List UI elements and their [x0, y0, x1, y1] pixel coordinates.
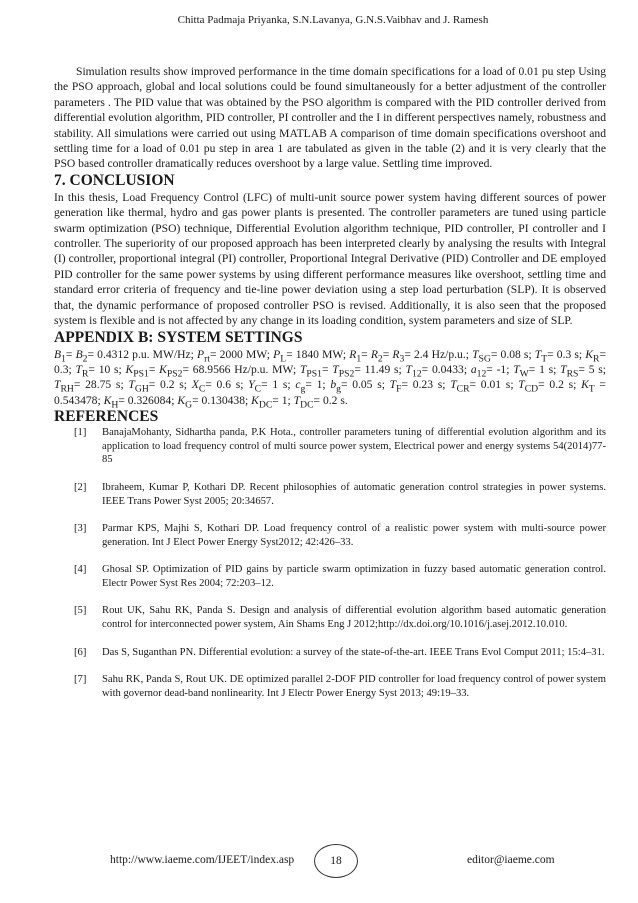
param-subscript: F	[396, 383, 402, 395]
param-value: = 0.4312 p.u. MW/Hz;	[87, 347, 197, 361]
param-subscript: g	[300, 383, 306, 395]
param-symbol: T	[518, 378, 525, 392]
param-symbol: B	[75, 347, 83, 361]
param-value: = 28.75 s;	[73, 378, 129, 392]
param-subscript: W	[519, 368, 529, 380]
param-value: = 1;	[305, 378, 331, 392]
param-symbol: P	[197, 347, 205, 361]
param-symbol: R	[370, 347, 378, 361]
footer-url-link[interactable]: http://www.iaeme.com/IJEET/index.asp	[110, 854, 295, 866]
param-subscript: C	[198, 383, 206, 395]
reference-item	[54, 426, 606, 467]
param-subscript: CR	[456, 383, 470, 395]
param-subscript: rt	[204, 352, 210, 364]
param-subscript: H	[111, 399, 119, 411]
param-symbol: T	[75, 362, 82, 376]
reference-number: [6]	[74, 646, 87, 658]
page-footer	[0, 838, 638, 878]
param-symbol: P	[273, 347, 281, 361]
reference-text: Das S, Suganthan PN. Differential evolution: a survey of the state-of-the-art. IEEE Trans Evol Comput 2011; 15:4–31.	[102, 646, 605, 658]
main-content	[54, 64, 606, 714]
param-symbol: K	[125, 362, 134, 376]
param-symbol: R	[349, 347, 357, 361]
param-subscript: 1	[61, 352, 66, 364]
reference-number: [3]	[74, 523, 87, 535]
param-value: =	[148, 362, 160, 376]
param-subscript: L	[280, 352, 287, 364]
param-symbol: X	[191, 378, 199, 392]
param-value: = 1840 MW;	[286, 347, 350, 361]
param-value: = 0.2 s.	[313, 393, 348, 407]
param-symbol: K	[177, 393, 186, 407]
references-heading: REFERENCES	[54, 408, 159, 426]
param-value: = 0.543478;	[54, 378, 606, 407]
param-subscript: RS	[566, 368, 579, 380]
param-value: = 0.2 s;	[538, 378, 582, 392]
param-subscript: PS2	[338, 368, 355, 380]
param-subscript: 12	[476, 368, 487, 380]
param-symbol: B	[54, 347, 62, 361]
reference-text: Ghosal SP. Optimization of PID gains by particle swarm optimization in fuzzy based automatic generation control. Electr Power Syst Res 2004; 72:203–12.	[102, 564, 606, 589]
param-subscript: PS1	[133, 368, 149, 380]
param-subscript: 3	[399, 352, 405, 364]
param-subscript: SG	[478, 352, 491, 364]
running-header-authors: Chitta Padmaja Priyanka, S.N.Lavanya, G.N.S.Vaibhav and J. Ramesh	[177, 14, 489, 26]
param-symbol: R	[392, 347, 400, 361]
param-symbol: T	[128, 378, 135, 392]
param-value: = 2.4 Hz/p.u.;	[404, 347, 473, 361]
reference-number: [7]	[74, 674, 87, 686]
param-value: = 2000 MW;	[210, 347, 274, 361]
param-value: = 0.6 s;	[205, 378, 249, 392]
param-value: = -1;	[486, 362, 514, 376]
param-symbol: T	[389, 378, 397, 392]
param-value: = 0.130438;	[192, 393, 252, 407]
param-value: = 0.01 s;	[469, 378, 519, 392]
conclusion-heading: 7. CONCLUSION	[54, 171, 175, 189]
appendix-heading: APPENDIX B: SYSTEM SETTINGS	[54, 328, 303, 346]
param-subscript: PS2	[166, 368, 183, 380]
param-value: = 0.3 s;	[547, 347, 586, 361]
param-value: = 5 s;	[578, 362, 607, 376]
param-symbol: T	[472, 347, 479, 361]
reference-item	[54, 522, 606, 549]
param-symbol: T	[450, 378, 457, 392]
param-symbol: Y	[248, 378, 255, 392]
param-symbol: T	[534, 347, 542, 361]
param-symbol: K	[585, 347, 594, 361]
param-subscript: DC	[258, 399, 273, 411]
reference-text: BanajaMohanty, Sidhartha panda, P.K Hota., controller parameters tuning of differential evolution algorithm and its application to load frequency control of multi source power system, Electrical power and energy systems 54(2014)77-85	[102, 427, 606, 466]
param-value: = 68.9566 Hz/p.u. MW;	[182, 362, 300, 376]
param-symbol: T	[54, 378, 61, 392]
param-value: = 0.23 s;	[401, 378, 451, 392]
appendix-parameters	[54, 347, 606, 409]
param-subscript: GH	[134, 383, 149, 395]
param-subscript: C	[254, 383, 262, 395]
results-paragraph: Simulation results show improved performance in the time domain specifications for a load of 0.01 pu step Using the PSO approach, global and local solutions could be found simultaneously for a better adjustment of the controller parameters . The PID value that was obtained by the PSO algorithm is compared with the PID controller derived from differential evolution algorithm, PID controller, PI controller and the I in different perspectives namely, robustness and stability. All simulations were carried out using MATLAB A comparison of time domain specifications overshoot and settling time for a load of 0.01 pu step in area 1 are tabulated as given in the table (2) and it is very clearly that the PSO based controller dramatically reduces overshoot by a large value. Settling time improved.	[54, 65, 606, 171]
page-number: 18	[314, 844, 358, 878]
reference-number: [2]	[74, 481, 87, 493]
param-symbol: T	[332, 362, 339, 376]
conclusion-paragraph: In this thesis, Load Frequency Control (LFC) of multi-unit source power system having different sources of power generation like thermal, hydro and gas power plants is presented. The controller parameters are tuned using particle swarm optimization (PSO) technique, Differential Evolution algorithm technique, PID controller, PI controller and I controller. The superiority of our proposed approach has been interpreted clearly by analysing the results with Integral (I) controller, proportional integral (PI) controller, Proportional Integral Derivative (PID) Controller and DE employed PID controller for the same power systems by using different performance measures like overshoot, settling time and standard error criteria of frequency and tie-line power deviation using a step load perturbation (SLP). It is observed that, the dynamic performance of proposed controller PSO is revised. Additionally, it is also seen that the proposed system is flexible and is not affected by any change in its loading condition, system parameters and size of SLP.	[54, 190, 606, 328]
reference-text: Parmar KPS, Majhi S, Kothari DP. Load frequency control of a realistic power system with multi-source power generation. Int J Elect Power Energy Syst2012; 42:426–33.	[102, 523, 606, 548]
reference-item	[54, 604, 606, 631]
param-subscript: PS1	[306, 368, 322, 380]
param-symbol: K	[159, 362, 167, 376]
reference-number: [4]	[74, 564, 87, 576]
param-subscript: DC	[300, 399, 314, 411]
param-subscript: 2	[377, 352, 383, 364]
param-symbol: K	[103, 393, 112, 407]
param-value: = 0.05 s;	[340, 378, 390, 392]
param-symbol: T	[560, 362, 567, 376]
param-subscript: R	[593, 352, 600, 364]
param-symbol: b	[330, 378, 337, 392]
param-value: = 1 s;	[528, 362, 561, 376]
reference-item	[54, 673, 606, 700]
reference-number: [1]	[74, 427, 87, 439]
param-subscript: T	[588, 383, 595, 395]
param-value: =	[321, 362, 333, 376]
reference-item	[54, 563, 606, 590]
param-value: = 11.49 s;	[354, 362, 406, 376]
param-value: = 1;	[272, 393, 294, 407]
param-value: = 1 s;	[261, 378, 296, 392]
param-symbol: T	[405, 362, 412, 376]
footer-email-link[interactable]: editor@iaeme.com	[467, 854, 555, 866]
param-symbol: T	[513, 362, 520, 376]
param-value: = 10 s;	[88, 362, 126, 376]
param-subscript: 2	[82, 352, 88, 364]
param-symbol: T	[299, 362, 307, 376]
reference-text: Ibraheem, Kumar P, Kothari DP. Recent philosophies of automatic generation control strategies in power systems. IEEE Trans Power Syst 2005; 20:34657.	[102, 481, 606, 507]
param-value: =	[361, 347, 371, 361]
param-subscript: G	[185, 399, 193, 411]
param-value: = 0.2 s;	[148, 378, 192, 392]
param-value: =	[382, 347, 393, 361]
references-list	[54, 426, 606, 700]
param-subscript: 12	[411, 368, 422, 380]
reference-text: Rout UK, Sahu RK, Panda S. Design and analysis of differential evolution algorithm based automatic generation control for interconnected power system, Ain Shams Eng J 2012;http://dx.doi.org/10.1016/j.asej.2012.10.010.	[102, 605, 606, 631]
param-symbol: K	[251, 393, 259, 407]
param-subscript: 1	[356, 352, 362, 364]
param-subscript: g	[336, 383, 341, 395]
param-value: = 0.08 s;	[490, 347, 535, 361]
param-symbol: T	[293, 393, 301, 407]
param-subscript: T	[541, 352, 548, 364]
param-symbol: c	[295, 378, 301, 392]
reference-item	[54, 481, 606, 508]
reference-number: [5]	[74, 605, 87, 617]
param-subscript: R	[81, 368, 89, 380]
param-subscript: RH	[60, 383, 74, 395]
reference-item	[54, 646, 606, 660]
param-symbol: a	[470, 362, 477, 376]
param-value: = 0.0433;	[421, 362, 471, 376]
param-subscript: CD	[524, 383, 539, 395]
param-value: = 0.3;	[54, 347, 607, 376]
param-value: =	[65, 347, 76, 361]
reference-text: Sahu RK, Panda S, Rout UK. DE optimized parallel 2-DOF PID controller for load frequency control of power system with governor dead-band nonlinearity. Int J Electr Power Energy Syst 2013; 49:19–33.	[102, 674, 606, 699]
param-symbol: K	[581, 378, 589, 392]
param-value: = 0.326084;	[118, 393, 178, 407]
